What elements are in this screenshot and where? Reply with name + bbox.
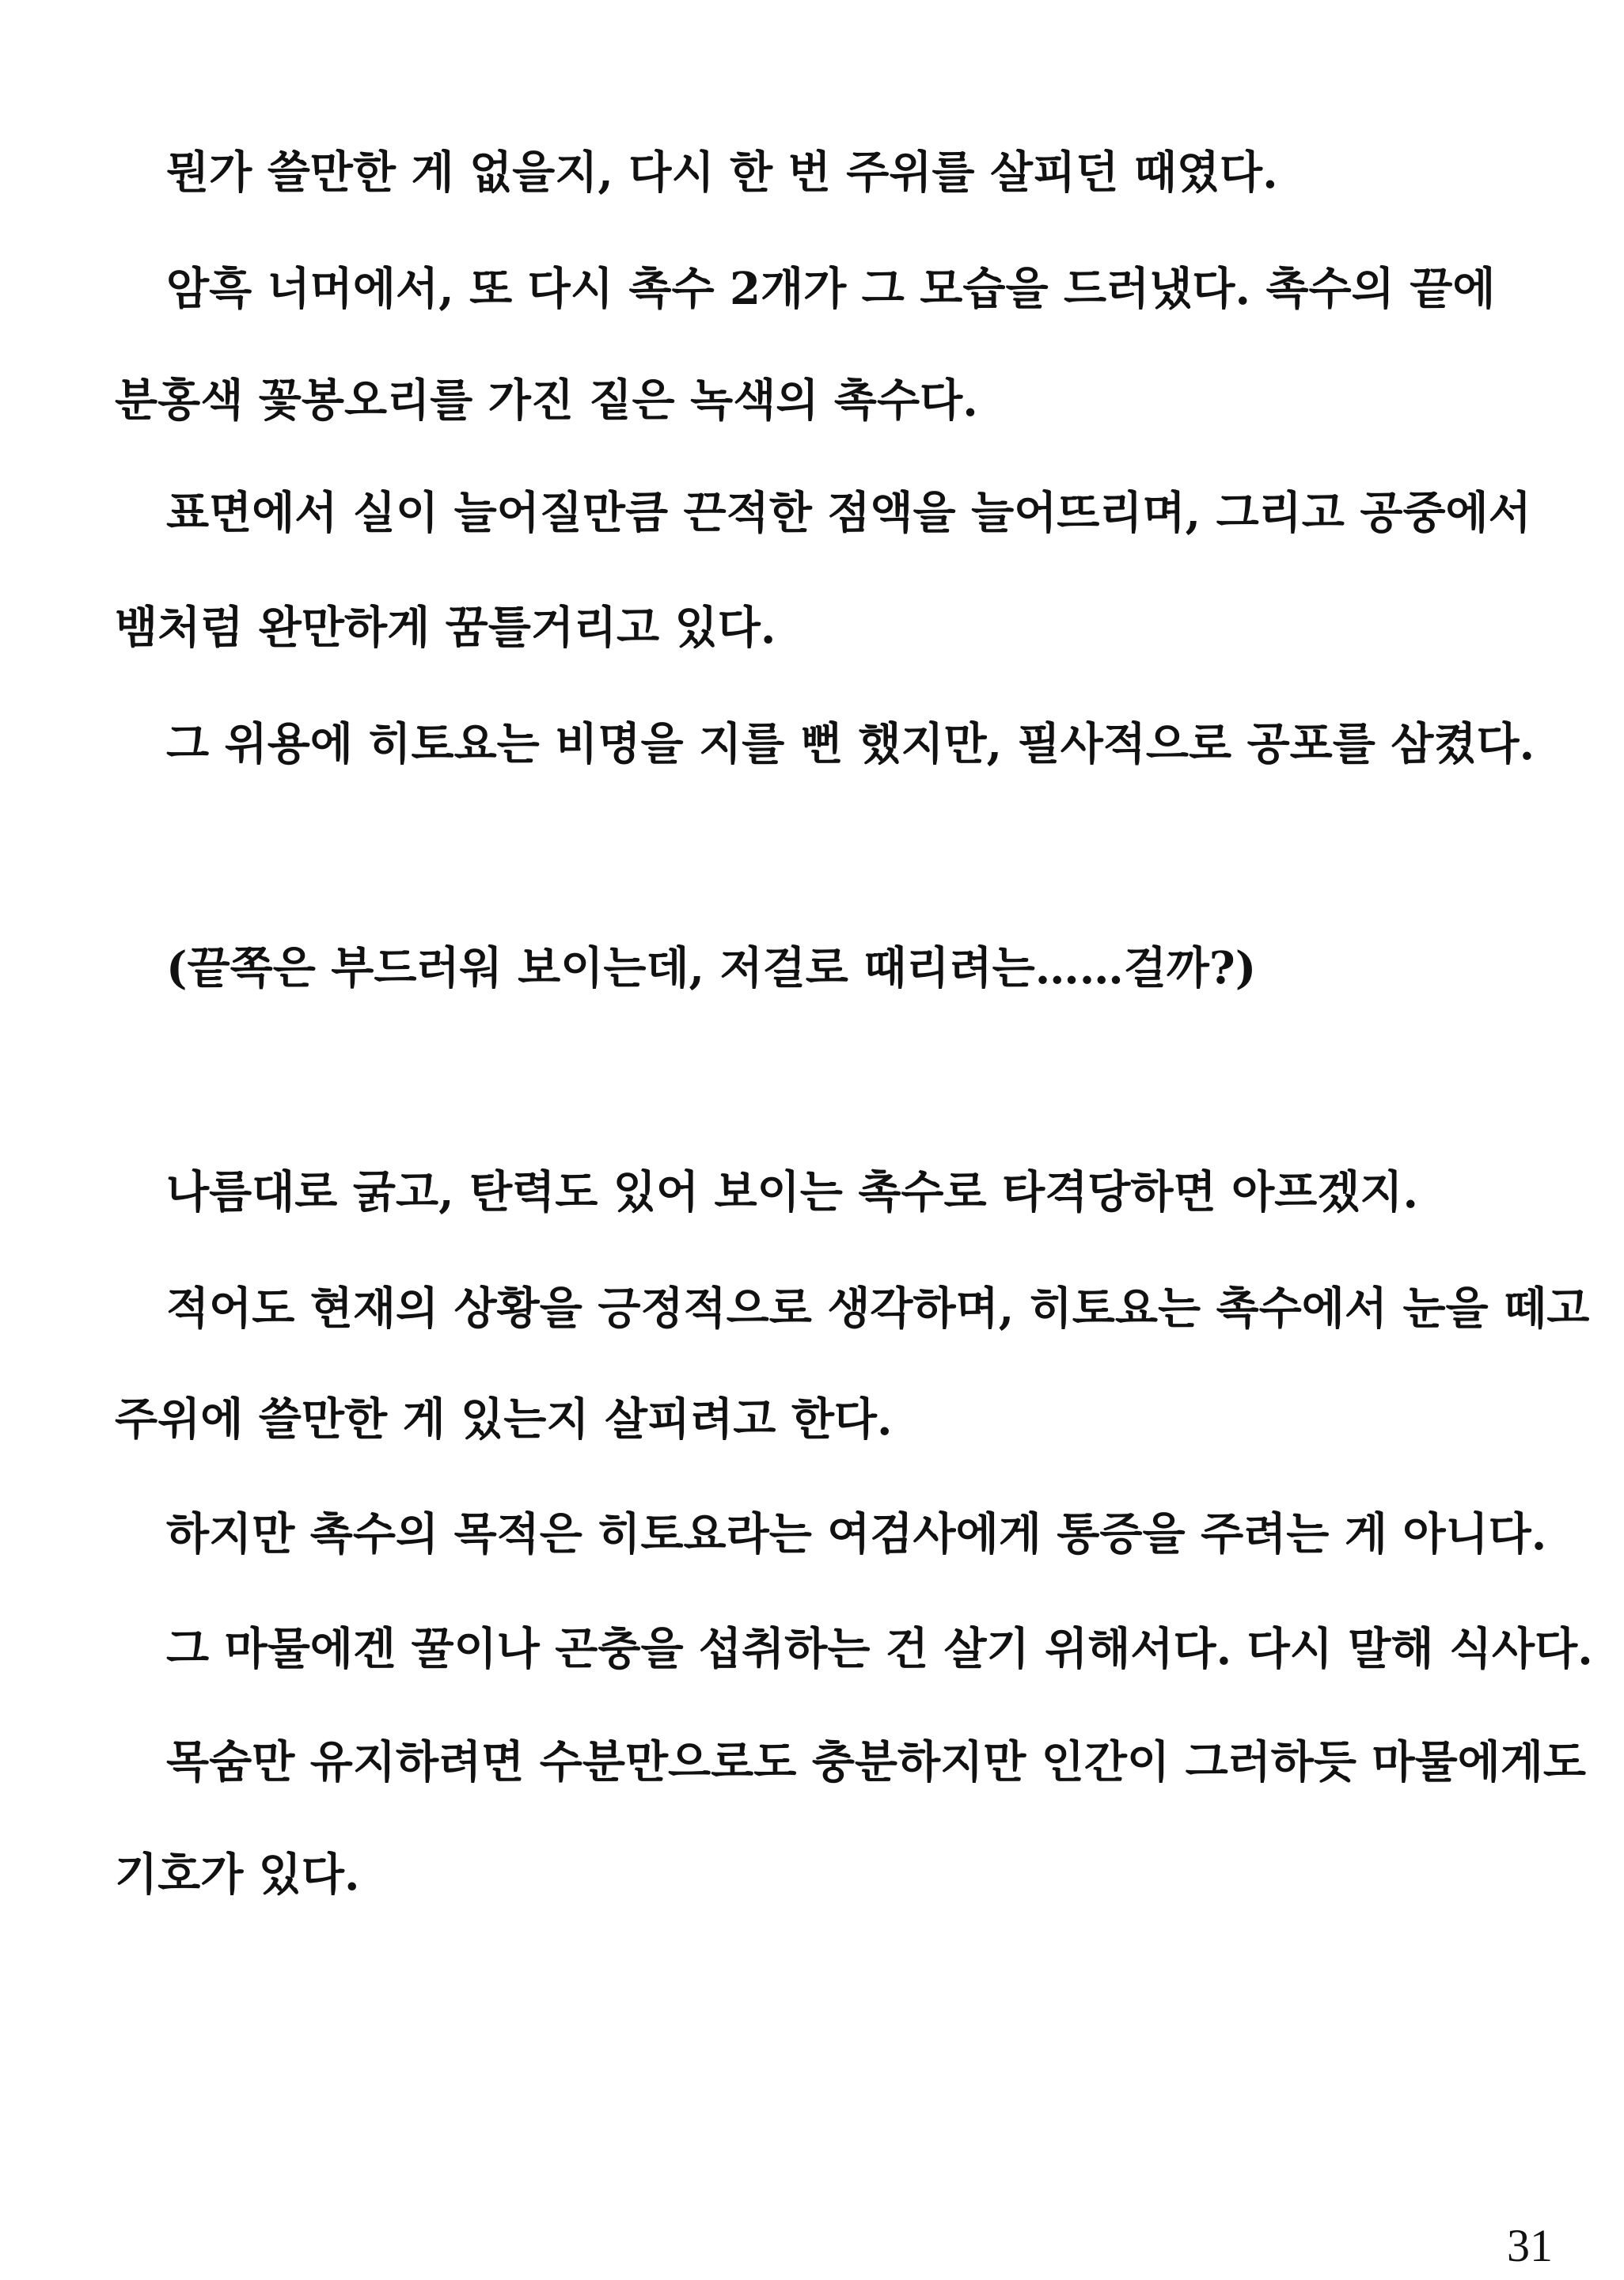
text-line-14: 기호가 있다.	[115, 1849, 360, 1901]
page-number: 31	[1507, 2220, 1553, 2271]
text-line-1: 뭔가 쓸만한 게 없을지, 다시 한 번 주위를 살피던 때였다.	[166, 146, 1278, 199]
text-line-12: 그 마물에겐 꿀이나 곤충을 섭취하는 건 살기 위해서다. 다시 말해 식사다.	[166, 1623, 1593, 1675]
text-line-9: 적어도 현재의 상황을 긍정적으로 생각하며, 히토요는 촉수에서 눈을 떼고	[166, 1282, 1590, 1335]
text-line-3: 분홍색 꽃봉오리를 가진 짙은 녹색의 촉수다.	[115, 374, 978, 427]
text-line-10: 주위에 쓸만한 게 있는지 살피려고 한다.	[115, 1393, 893, 1446]
text-line-8: 나름대로 굵고, 탄력도 있어 보이는 촉수로 타격당하면 아프겠지.	[166, 1166, 1418, 1218]
text-line-11: 하지만 촉수의 목적은 히토요라는 여검사에게 통증을 주려는 게 아니다.	[166, 1508, 1547, 1560]
text-line-5: 뱀처럼 완만하게 꿈틀거리고 있다.	[115, 602, 776, 654]
text-line-2: 암흑 너머에서, 또 다시 촉수 2개가 그 모습을 드러냈다. 촉수의 끝에	[166, 263, 1496, 315]
text-line-13: 목숨만 유지하려면 수분만으로도 충분하지만 인간이 그러하듯 마물에게도	[166, 1736, 1586, 1788]
text-line-7: (끝쪽은 부드러워 보이는데, 저걸로 때리려는……걸까?)	[166, 942, 1257, 994]
text-line-6: 그 위용에 히토요는 비명을 지를 뻔 했지만, 필사적으로 공포를 삼켰다.	[166, 718, 1535, 770]
text-line-4: 표면에서 실이 늘어질만큼 끈적한 점액을 늘어뜨리며, 그리고 공중에서	[166, 487, 1531, 539]
